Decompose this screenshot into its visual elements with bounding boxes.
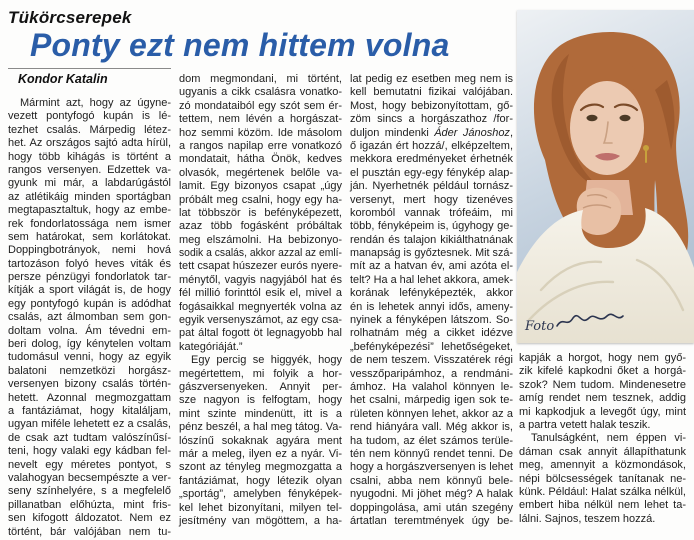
text-line: már a meleg, ilyen ez a nyár. Vi- (179, 447, 342, 460)
text-line: rendán és talajon kikiálthatnának (350, 233, 513, 246)
article-column-2 (179, 73, 342, 528)
text-line: sem határokat, sem korlátokat. (8, 230, 171, 243)
text-line: rangos versenyen. Edzettek va- (8, 163, 171, 176)
text-line: egyik versenyszámot, az egy csa- (179, 314, 342, 327)
text-line: pénz beszél, a hal meg tátog. Va- (179, 421, 342, 434)
text-line: Doppingbotrányok, nemi hová (8, 244, 171, 257)
text-line: telt? Ha a hal lehet akkora, amek- (350, 273, 513, 286)
text-line: a fantáziámat, hogy kitaláljam, (8, 404, 171, 417)
text-line: fél millió forinttól esik el, mivel a (179, 287, 342, 300)
text-line: Tanulságként, nem éppen vi- (531, 432, 686, 445)
text-line: mi kapkodjuk a levegőt úgy, mint (519, 405, 686, 418)
text-line: az atlétikáig minden sportágban (8, 190, 171, 203)
text-line: tettem, nem lévén a horgászat- (179, 113, 342, 126)
text-line: duljon mindenki Áder Jánoshoz, (350, 126, 513, 139)
text-line: tezhet csalás. Márpedig létez- (8, 123, 171, 136)
text-line: fogásaikkal megnyerték volna az (179, 300, 342, 313)
text-line: lamit. Egy bizonyos csapat „úgy (179, 180, 342, 193)
text-line: történt, bár valójában nem tu- (8, 525, 171, 538)
text-line: het. Az országos sajtó adta hírül, (8, 137, 171, 150)
text-line: koromból vannak trófeáim, mi (350, 206, 513, 219)
text-line: „sportág”, amelyben fényképek- (179, 488, 342, 501)
text-line: nyugodni. Mi jöhet még? A halak (350, 488, 513, 501)
text-line: zik kifelé kapkodni őket a horgá- (519, 365, 686, 378)
text-line: kategóriáját.” (179, 340, 243, 353)
text-line: kapják a horgot, hogy nem győ- (519, 352, 686, 364)
text-line: balatoni nemzetközi horgász- (8, 364, 171, 377)
text-line: doppingolása, ami után szegény (350, 501, 513, 514)
author-block (8, 68, 171, 86)
text-line: sodik a csalás, akkor azzal az emlí- (179, 247, 342, 260)
text-line: ugyanis a cikk csalásra vonatko- (179, 86, 342, 99)
left-eye (587, 115, 598, 121)
text-line: fantáziámat, hogy létezik olyan (179, 474, 342, 487)
text-line: manapság is győztesnek. Mit szá- (350, 247, 513, 260)
text-line: versenyen bizony csalás történ- (8, 378, 171, 391)
text-line: Mármint azt, hogy az úgyne- (20, 97, 171, 109)
text-line: mít az a hatvan év, ami azóta el- (350, 260, 513, 273)
text-line: Most, hogy bebizonyítottam, gő- (350, 99, 513, 112)
text-line: ménytől, vagyis nagyjából hat és (179, 273, 342, 286)
text-line: rend hiányára vall. Még akkor is, (350, 421, 513, 434)
text-line: próbált meg csalni, hogy egy ha- (179, 193, 342, 206)
text-line: a rangos napilap erre vonatkozó (179, 139, 342, 152)
text-line: sze nagyon is felfogtam, hogy (179, 394, 342, 407)
text-line: ján. Nyerhetnék például tornász- (350, 180, 513, 193)
text-line: ártatlan teremtmények úgy be- (350, 514, 513, 527)
article-column-1 (8, 97, 171, 539)
text-line: mondatait, hátha Önök, kedves (179, 153, 342, 166)
text-line: meg, amennyit a közmondások, (519, 459, 686, 472)
text-line: lószínű sokaknak agyára ment (179, 434, 342, 447)
text-line: rek fondorlatossága nem ismer (8, 217, 171, 230)
text-line: szok? Nem tudom. Mindenesetre (519, 378, 686, 391)
text-line: csalni, abba nem könnyű bele- (350, 474, 513, 487)
text-line: de csak azt tudtam valószínűsí- (8, 431, 171, 444)
text-line: lat pedig ez esetben meg nem is (350, 73, 513, 85)
text-line: kell bemutatni fizikai valójában. (350, 86, 513, 99)
text-line: vesszőparipámhoz, a rendmáni- (350, 367, 513, 380)
text-line: kel lehet bizonyítani, milyen tel- (179, 501, 342, 514)
text-line: nevelt egy méretes pontyot, s (8, 458, 171, 471)
text-line: pillanatban előhúzta, mint fris- (8, 498, 171, 511)
text-line: beri dolog, így kénytelen voltam (8, 338, 171, 351)
text-line: zó mondataiból egy szót sem ér- (179, 99, 342, 112)
text-line: versenyt, mert hogy tizenéves (350, 193, 513, 206)
text-line: népi bölcsességek tanítanak ne- (519, 472, 686, 485)
page-title: Ponty ezt nem hittem volna (30, 27, 450, 63)
text-line: persze pénzügyi fondorlatok tar- (8, 271, 171, 284)
text-line: dom megmondani, mi történt, (179, 73, 342, 85)
text-line: zöm sincs a horgászathoz /for- (350, 113, 513, 126)
text-line: hogy több kihágás is történt a (8, 150, 171, 163)
article-column-4 (519, 352, 686, 526)
text-line: valahogyan becsempészte a ver- (8, 471, 171, 484)
svg-text:Foto: Foto (525, 319, 555, 334)
text-line: seny színhelyére, s a megfelelő (8, 485, 171, 498)
text-line: gyunk mi már, a labdarúgástól (8, 177, 171, 190)
text-line: korának lefényképezték, akkor (350, 287, 513, 300)
text-line: tudomásul venni, hogy az egyik (8, 351, 171, 364)
text-line: jesítmény van mögöttem, a ha- (179, 514, 342, 527)
text-line: el pusztán egy-egy fénykép alap- (350, 166, 513, 179)
author-name: Kondor Katalin (18, 72, 108, 86)
text-line: dáman csak annyit állapíthatunk (519, 445, 686, 458)
text-line: mekkora eredményeket érhetnék (350, 153, 513, 166)
text-line: hogy a horgászversenyen is lehet (350, 461, 513, 474)
text-line: ő igazán ért hozzá/, elképzeltem, (350, 139, 513, 152)
text-line: olvasók, megértenek belőle va- (179, 166, 342, 179)
text-line: doltam volna. Ám tévedni em- (8, 324, 171, 337)
text-line: teni, hogy valaki egy kádban fel- (8, 445, 171, 458)
text-line: tartozáson folyó heves viták és (8, 257, 171, 270)
text-line: Egy percig se higgyék, hogy (191, 354, 342, 367)
portrait-photo (517, 10, 694, 343)
text-line: szont az tényleg megmozgatta a (179, 461, 342, 474)
text-line: lálni. Sajnos, teszem hozzá. (519, 512, 656, 525)
text-line: megértettem, mi folyik a hor- (179, 367, 342, 380)
text-line: a partra vetett halak teszik. (519, 418, 651, 431)
text-line: sen kifogott áldozatot. Nem ez (8, 512, 171, 525)
text-line: nyinek a fényképen látszom. So- (350, 314, 513, 327)
text-line: mint szinte mindenütt, itt is a (179, 407, 342, 420)
text-line: ha tudom, az élet számos terüle- (350, 434, 513, 447)
text-line: ámhoz. Ha valahol könnyen le- (350, 380, 513, 393)
text-line: gászversenyeken. Annyit per- (179, 380, 342, 393)
text-line: hoz semmi közöm. Ide másolom (179, 126, 342, 139)
text-line: több, fényképeim is, úgyhogy ge- (350, 220, 513, 233)
text-line: embert hiba nélkül nem lehet ta- (519, 499, 686, 512)
text-line: tén nem könnyű rendet tenni. De (350, 447, 513, 460)
text-line: het csalni, márpedig igen sok te- (350, 394, 513, 407)
text-line: vezett pontyfogó kupán is lé- (8, 110, 171, 123)
text-line: amíg rendet nem tesznek, addig (519, 392, 686, 405)
text-line: csalás, azt álmomban sem gon- (8, 311, 171, 324)
text-line: azaz több fogásként próbáltak (179, 220, 342, 233)
text-line: de nem teszem. Visszatérek régi (350, 354, 513, 367)
article-column-3 (350, 73, 513, 528)
text-line: „befényképezési” lehetőségeket, (350, 340, 513, 353)
text-line: pat által fogott öt legnagyobb hal (179, 327, 342, 340)
text-line: egy pontyfogó kupán is adódhat (8, 297, 171, 310)
text-line: én is lehetek annyi idős, ameny- (350, 300, 513, 313)
text-line: kítják a sport világát is, de hogy (8, 284, 171, 297)
text-line: künk. Például: Halat szálka nélkül, (519, 485, 686, 498)
text-line: lat többször is befényképezett, (179, 206, 342, 219)
text-line: rületen könnyen lehet, akkor az a (350, 407, 513, 420)
text-line: rolhatnám még a cikket idézve (350, 327, 513, 340)
text-line: hetett. Azonnal megmozgattam (8, 391, 171, 404)
section-kicker: Tükörcserepek (8, 8, 132, 27)
text-line: ugyan miféle lehetett ez a csalás, (8, 418, 171, 431)
text-line: megtapasztaltuk, hogy az embe- (8, 204, 171, 217)
text-line: meg elszámolni. Ha bebizonyo- (179, 233, 342, 246)
text-line: tett csapat húszezer eurós nyere- (179, 260, 342, 273)
right-eye (620, 115, 631, 121)
